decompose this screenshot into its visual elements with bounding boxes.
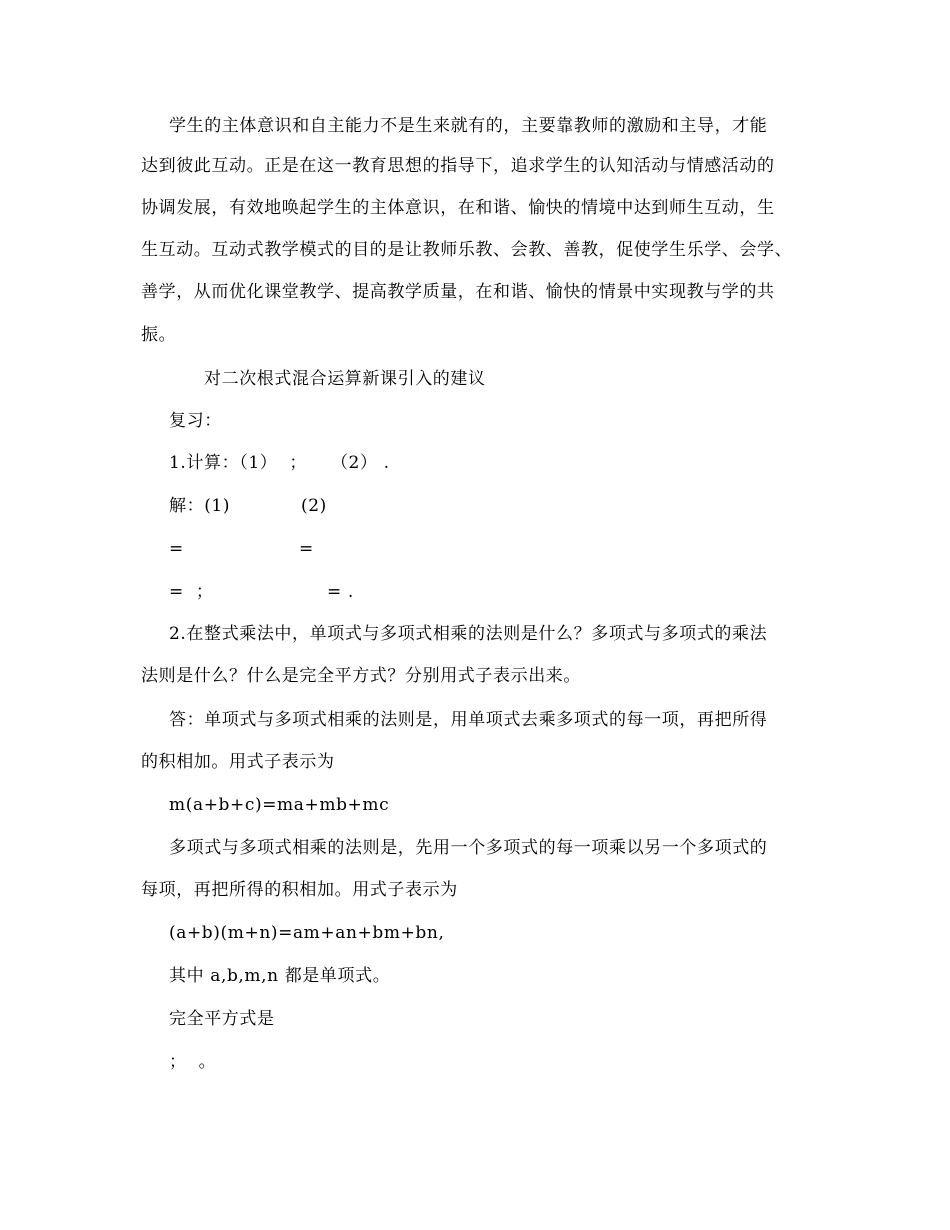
rule-line: 每项，再把所得的积相加。用式子表示为	[141, 880, 458, 900]
paragraph-line: 协调发展，有效地唤起学生的主体意识，在和谐、愉快的情境中达到师生互动，生	[141, 198, 775, 218]
note-line: 其中 a,b,m,n 都是单项式。	[169, 966, 391, 986]
equation-step: = ；	[169, 582, 214, 602]
question-2-line: 法则是什么？什么是完全平方式？分别用式子表示出来。	[141, 666, 581, 686]
equation-step: = .	[327, 582, 354, 602]
solution-part-2: (2)	[301, 496, 327, 516]
question-2-line: 2.在整式乘法中，单项式与多项式相乘的法则是什么？多项式与多项式的乘法	[169, 624, 768, 644]
answer-line: 答：单项式与多项式相乘的法则是，用单项式去乘多项式的每一项，再把所得	[169, 710, 768, 730]
equation-step: =	[299, 539, 314, 559]
square-label: 完全平方式是	[169, 1009, 275, 1029]
answer-line: 的积相加。用式子表示为	[141, 752, 335, 772]
solution-label: 解：(1)	[169, 496, 231, 516]
equation-step: =	[169, 539, 184, 559]
paragraph-line: 善学，从而优化课堂教学、提高教学质量，在和谐、愉快的情景中实现教与学的共	[141, 282, 775, 302]
formula-single-by-poly: m(a+b+c)=ma+mb+mc	[169, 795, 390, 815]
question-1: 1.计算：（1） ； （2） .	[169, 453, 390, 473]
review-label: 复习：	[169, 411, 222, 431]
paragraph-line: 生互动。互动式教学模式的目的是让教师乐教、会教、善教，促使学生乐学、会学、	[141, 240, 793, 260]
formula-poly-by-poly: (a+b)(m+n)=am+an+bm+bn,	[169, 923, 445, 943]
section-heading: 对二次根式混合运算新课引入的建议	[204, 369, 486, 389]
trailing-punctuation: ； 。	[169, 1052, 217, 1072]
paragraph-line: 振。	[141, 325, 177, 345]
paragraph-line: 达到彼此互动。正是在这一教育思想的指导下，追求学生的认知活动与情感活动的	[141, 156, 775, 176]
paragraph-line: 学生的主体意识和自主能力不是生来就有的，主要靠教师的激励和主导，才能	[169, 116, 768, 136]
rule-line: 多项式与多项式相乘的法则是，先用一个多项式的每一项乘以另一个多项式的	[169, 838, 768, 858]
